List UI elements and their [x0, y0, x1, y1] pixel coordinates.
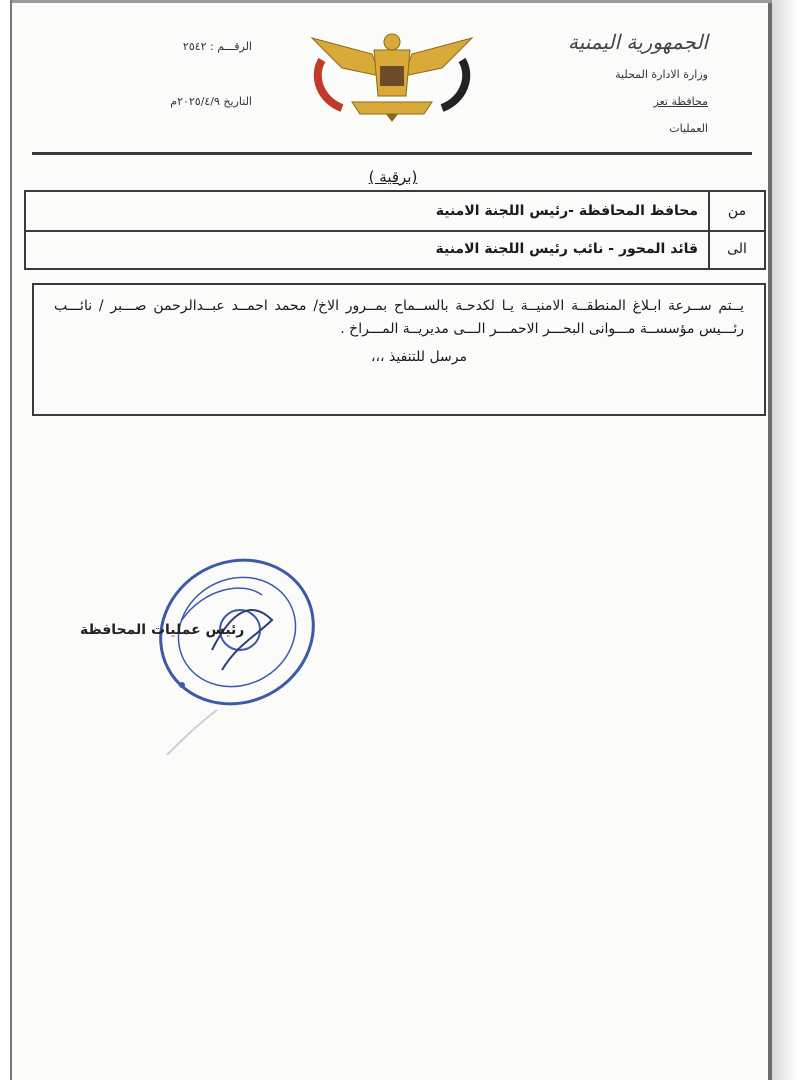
document-title-text: (برقية )	[368, 168, 418, 186]
ministry-name: وزارة الادارة المحلية	[615, 68, 708, 81]
document-date: التاريخ ٢٠٢٥/٤/٩م	[170, 95, 252, 108]
scan-edge-shadow	[772, 0, 797, 1080]
header-reference-block	[102, 40, 252, 150]
pen-stroke	[162, 700, 242, 760]
from-label: من	[708, 192, 764, 230]
from-row	[26, 192, 764, 232]
to-row	[26, 230, 764, 268]
message-body-text: يــتم ســرعة ابـلاغ المنطقــة الامنيــة يـا لكدحـة بالســماح بمــرور الاخ/ محمد احمــد عبــدالرحمن صـــبر / نائـــب رئـــيس مؤسســة مـــوانى البحـــر الاحمـــر الـــى مديريــة المـــراخ .	[54, 298, 744, 337]
to-value: قائد المحور - نائب رئيس اللجنة الامنية	[435, 241, 698, 257]
header-divider	[32, 152, 752, 155]
header-issuer-block	[568, 30, 708, 149]
signature-title: رئيس عمليات المحافظة	[80, 622, 245, 638]
from-to-table	[24, 190, 766, 270]
yemen-eagle-emblem	[302, 26, 482, 122]
message-closing: مرسل للتنفيذ ،،،	[370, 349, 468, 365]
to-label: الى	[708, 230, 764, 268]
governorate-name: محافظة تعز	[653, 95, 708, 108]
message-body-box	[32, 283, 766, 416]
republic-name: الجمهورية اليمنية	[567, 30, 708, 54]
from-value: محافظ المحافظة -رئيس اللجنة الامنية	[435, 203, 698, 219]
reference-number: الرقـــم : ٢٥٤٢	[182, 40, 252, 53]
page-top-edge	[12, 0, 774, 3]
document-page	[10, 0, 772, 1080]
document-title	[12, 168, 774, 186]
department-name: العمليات	[669, 122, 708, 135]
